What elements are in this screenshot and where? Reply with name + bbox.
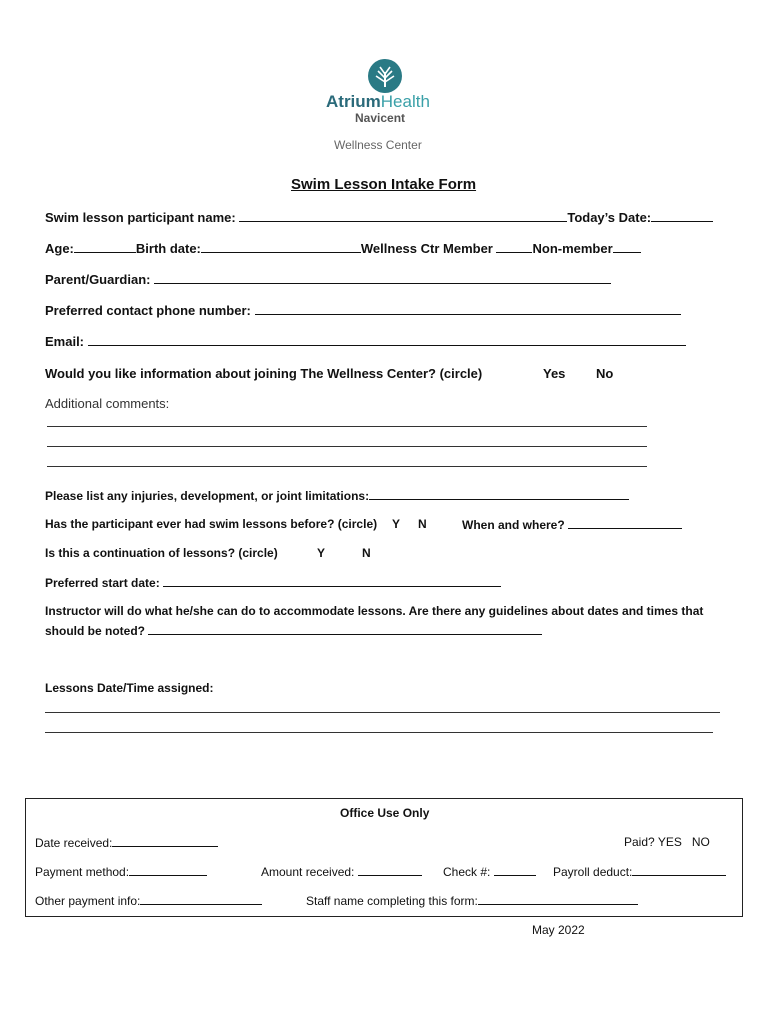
assigned-line-2[interactable] — [45, 732, 713, 733]
payroll-label: Payroll deduct: — [553, 865, 633, 879]
paid-label: Paid? — [624, 835, 655, 849]
parent-row — [45, 272, 611, 287]
check-field[interactable] — [494, 864, 536, 876]
participant-row — [45, 210, 713, 225]
paid-no-option[interactable]: NO — [691, 835, 710, 849]
staff-name-row — [306, 893, 638, 908]
cont-n-option[interactable]: N — [362, 546, 371, 560]
paid-row — [624, 835, 710, 849]
comments-line-2[interactable] — [47, 446, 647, 447]
email-row — [45, 334, 686, 349]
when-where-row — [462, 517, 682, 532]
prior-y-option[interactable]: Y — [392, 517, 401, 531]
instructor-note-line-2: should be noted? — [45, 624, 145, 638]
injuries-field[interactable] — [369, 488, 629, 500]
injuries-row — [45, 488, 629, 503]
assigned-line-1[interactable] — [45, 712, 720, 713]
join-no-option[interactable]: No — [596, 366, 614, 381]
when-where-field[interactable] — [568, 517, 682, 529]
amount-received-field[interactable] — [358, 864, 422, 876]
guidelines-field[interactable] — [148, 623, 542, 635]
todays-date-label: Today’s Date: — [567, 210, 652, 225]
age-row — [45, 241, 641, 256]
staff-name-label: Staff name completing this form: — [306, 894, 478, 908]
age-field[interactable] — [74, 241, 136, 253]
phone-label: Preferred contact phone number: — [45, 303, 251, 318]
parent-field[interactable] — [154, 272, 611, 284]
staff-name-field[interactable] — [478, 893, 638, 905]
other-payment-row — [35, 893, 262, 908]
email-label: Email: — [45, 334, 85, 349]
continuation-label: Is this a continuation of lessons? (circle) — [45, 546, 278, 560]
start-date-label: Preferred start date: — [45, 576, 160, 590]
check-row — [443, 864, 536, 879]
start-date-row — [45, 575, 501, 590]
assigned-label: Lessons Date/Time assigned: — [45, 681, 214, 695]
nonmember-field[interactable] — [613, 241, 641, 253]
comments-label: Additional comments: — [45, 396, 170, 411]
start-date-field[interactable] — [163, 575, 501, 587]
office-heading: Office Use Only — [340, 806, 430, 820]
member-field[interactable] — [496, 241, 532, 253]
payment-method-label: Payment method: — [35, 865, 130, 879]
join-yes-option[interactable]: Yes — [543, 366, 566, 381]
age-label: Age: — [45, 241, 74, 256]
todays-date-field[interactable] — [651, 210, 713, 222]
revision-date: May 2022 — [532, 923, 585, 937]
when-where-label: When and where? — [462, 518, 565, 532]
member-label: Wellness Ctr Member — [360, 241, 493, 256]
comments-line-3[interactable] — [47, 466, 647, 467]
phone-field[interactable] — [255, 303, 681, 315]
email-field[interactable] — [88, 334, 686, 346]
comments-line-1[interactable] — [47, 426, 647, 427]
prior-n-option[interactable]: N — [418, 517, 427, 531]
phone-row — [45, 303, 681, 318]
amount-received-row — [261, 864, 422, 879]
other-payment-label: Other payment info: — [35, 894, 141, 908]
brand-name: AtriumHealth — [326, 92, 430, 111]
date-received-label: Date received: — [35, 836, 113, 850]
date-received-field[interactable] — [112, 835, 218, 847]
payroll-field[interactable] — [632, 864, 726, 876]
other-payment-field[interactable] — [140, 893, 262, 905]
payment-method-row — [35, 864, 207, 879]
nonmember-label: Non-member — [532, 241, 613, 256]
prior-lessons-label: Has the participant ever had swim lessons before? (circle) — [45, 517, 378, 531]
birth-date-label: Birth date: — [135, 241, 201, 256]
instructor-note-row — [45, 623, 542, 638]
form-title: Swim Lesson Intake Form — [291, 176, 477, 193]
birth-date-field[interactable] — [201, 241, 361, 253]
center-name: Wellness Center — [334, 138, 422, 152]
payment-method-field[interactable] — [129, 864, 207, 876]
check-label: Check #: — [443, 865, 491, 879]
payroll-row — [553, 864, 726, 879]
join-question: Would you like information about joining The Wellness Center? (circle) — [45, 366, 483, 381]
sub-brand: Navicent — [355, 111, 406, 125]
instructor-note-line-1: Instructor will do what he/she can do to accommodate lessons. Are there any guidelines about dates and times that — [45, 604, 704, 618]
participant-name-field[interactable] — [239, 210, 567, 222]
cont-y-option[interactable]: Y — [317, 546, 326, 560]
parent-label: Parent/Guardian: — [45, 272, 151, 287]
paid-yes-option[interactable]: YES — [657, 835, 682, 849]
injuries-label: Please list any injuries, development, or joint limitations: — [45, 489, 370, 503]
tree-leaf-icon — [367, 58, 403, 94]
participant-name-label: Swim lesson participant name: — [45, 210, 236, 225]
date-received-row — [35, 835, 218, 850]
amount-received-label: Amount received: — [261, 865, 355, 879]
